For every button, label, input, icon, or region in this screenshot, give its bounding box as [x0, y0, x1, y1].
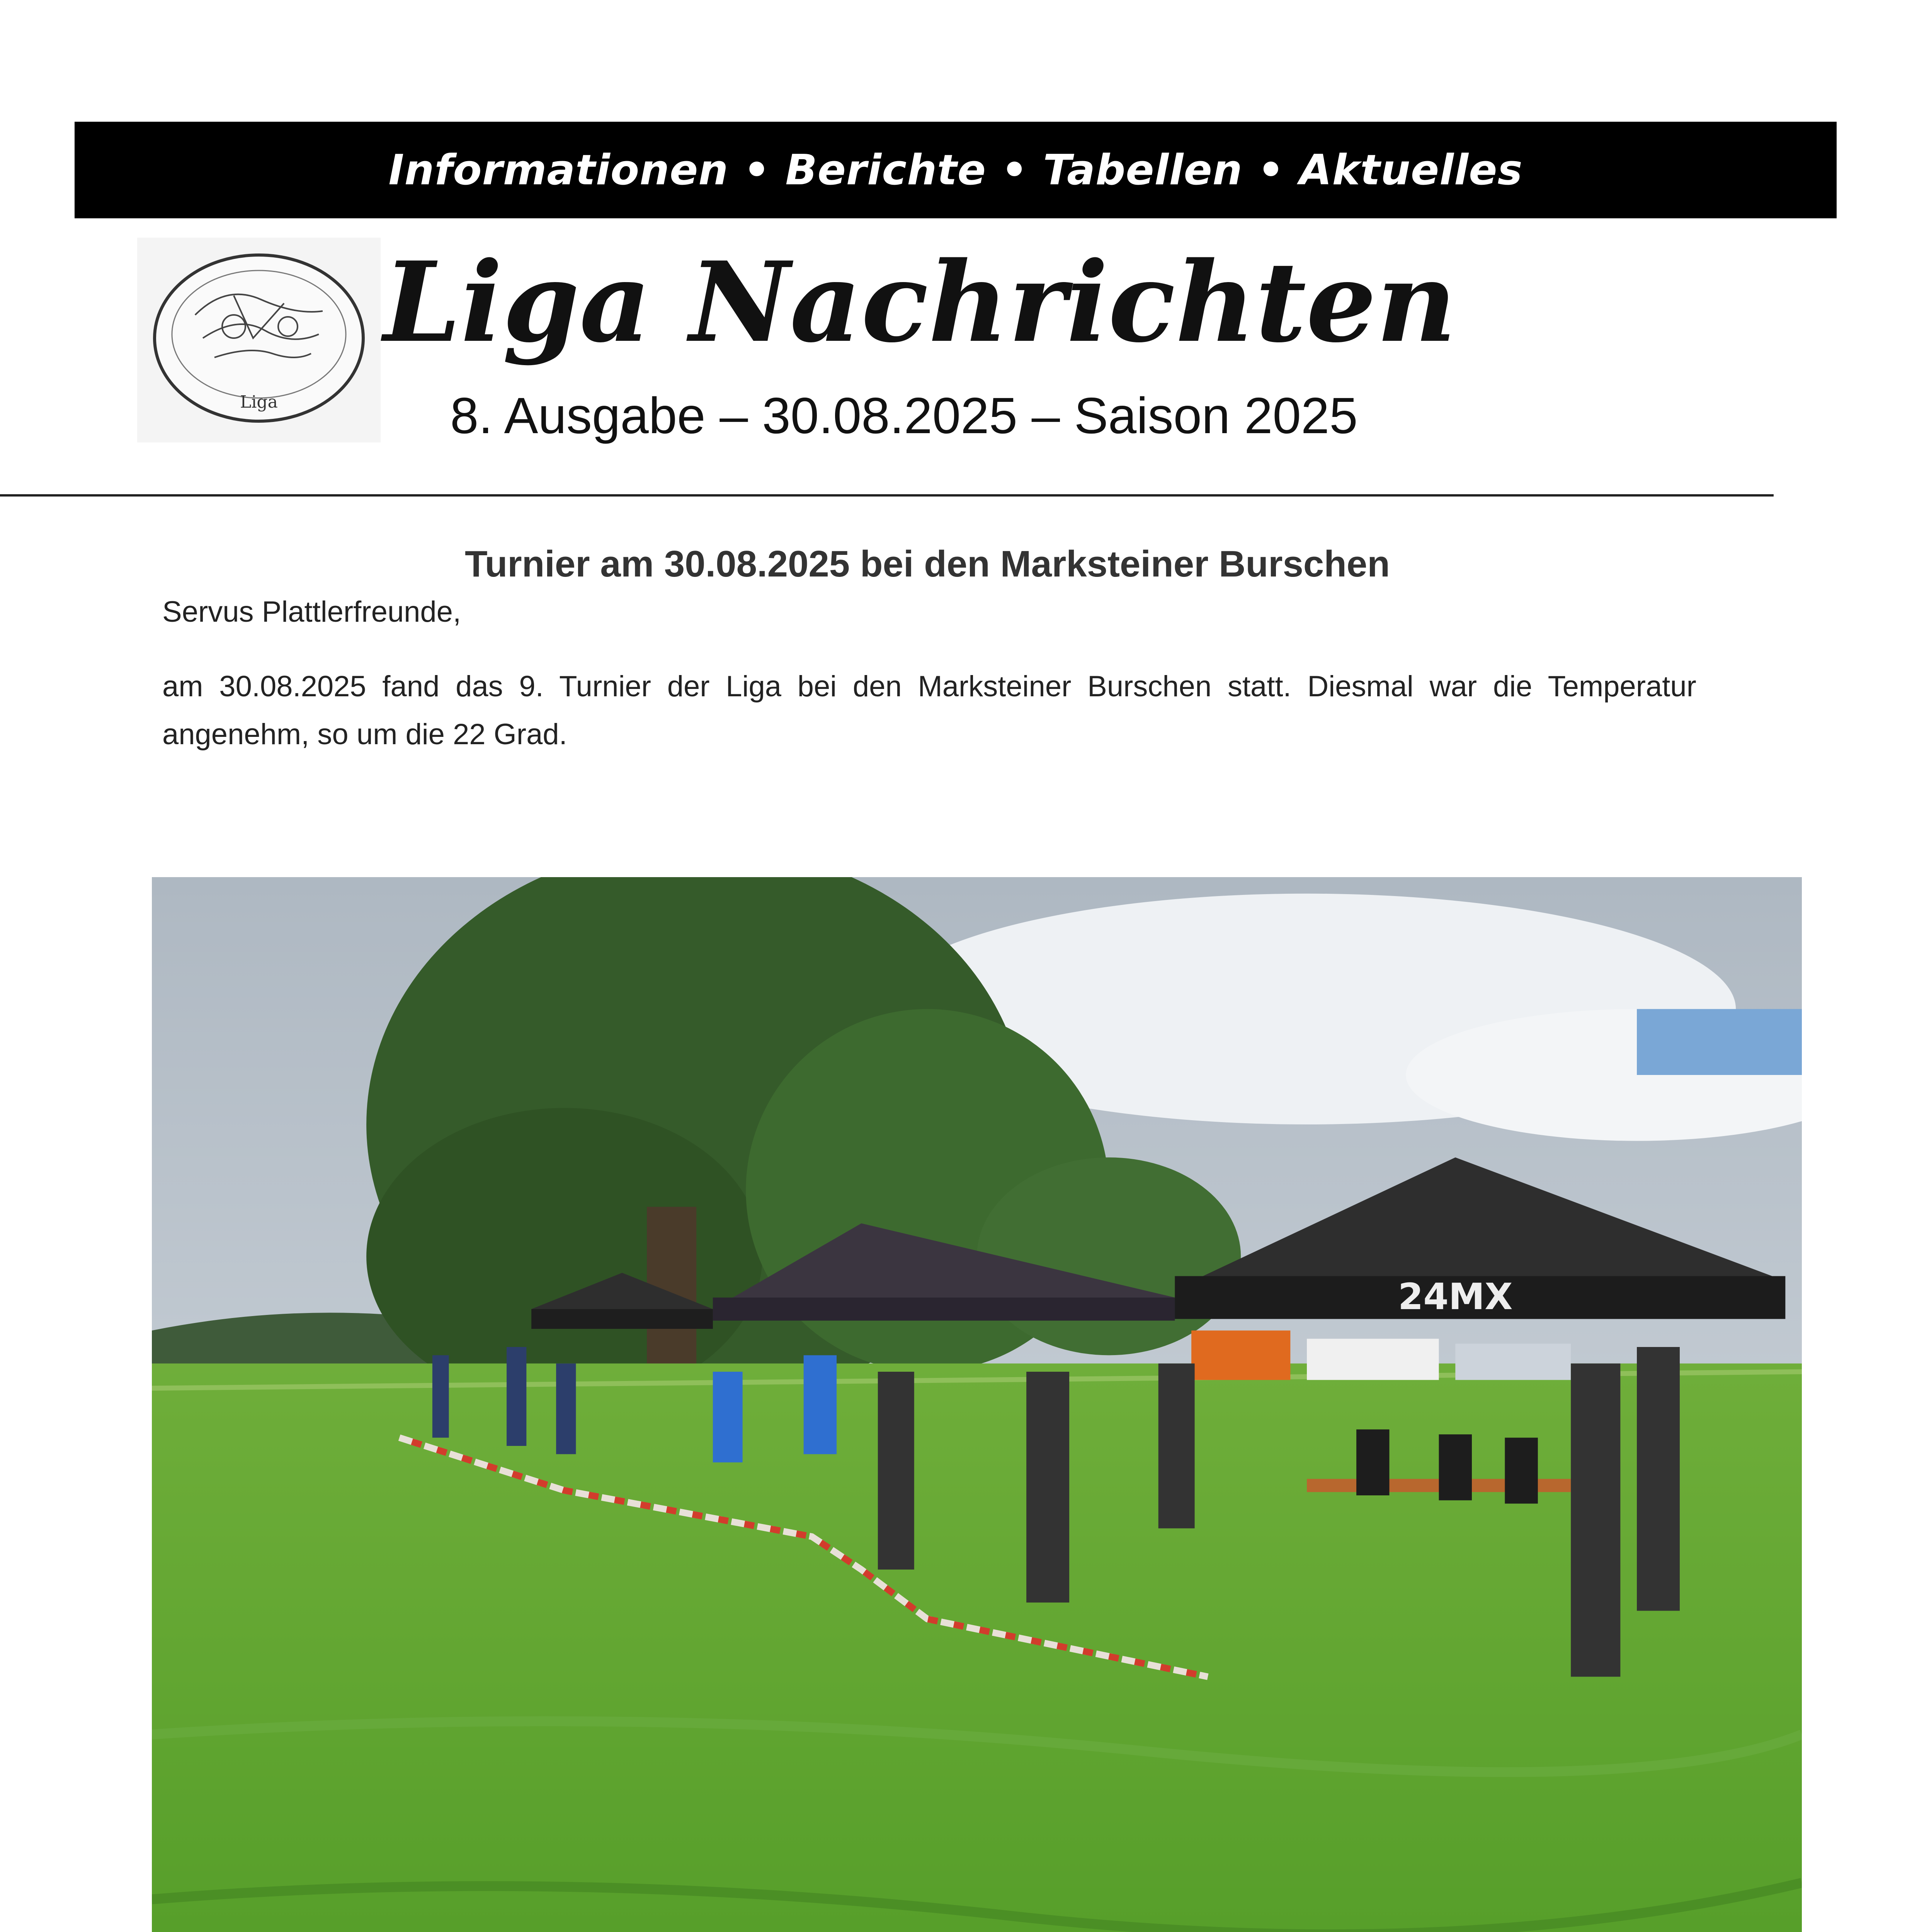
tournament-photo — [152, 877, 1802, 1932]
article-greeting: Servus Plattlerfreunde, — [162, 595, 461, 628]
header-banner — [75, 122, 1837, 218]
issue-subtitle: 8. Ausgabe – 30.08.2025 – Saison 2025 — [450, 387, 1358, 444]
newsletter-title: Liga Nachrichten — [383, 238, 1457, 367]
svg-text:24MX: 24MX — [1398, 1276, 1513, 1318]
banner-text: Informationen • Berichte • Tabellen • Aktuelles — [388, 146, 1523, 194]
article-paragraph: am 30.08.2025 fand das 9. Turnier der Liga bei den Marksteiner Burschen statt. Diesmal war die Temperatur angenehm, so um die 22 Grad. — [162, 670, 1696, 751]
article-headline: Turnier am 30.08.2025 bei den Marksteiner Burschen — [465, 543, 1390, 585]
header-divider — [0, 494, 1774, 497]
svg-text:Liga: Liga — [240, 392, 278, 412]
